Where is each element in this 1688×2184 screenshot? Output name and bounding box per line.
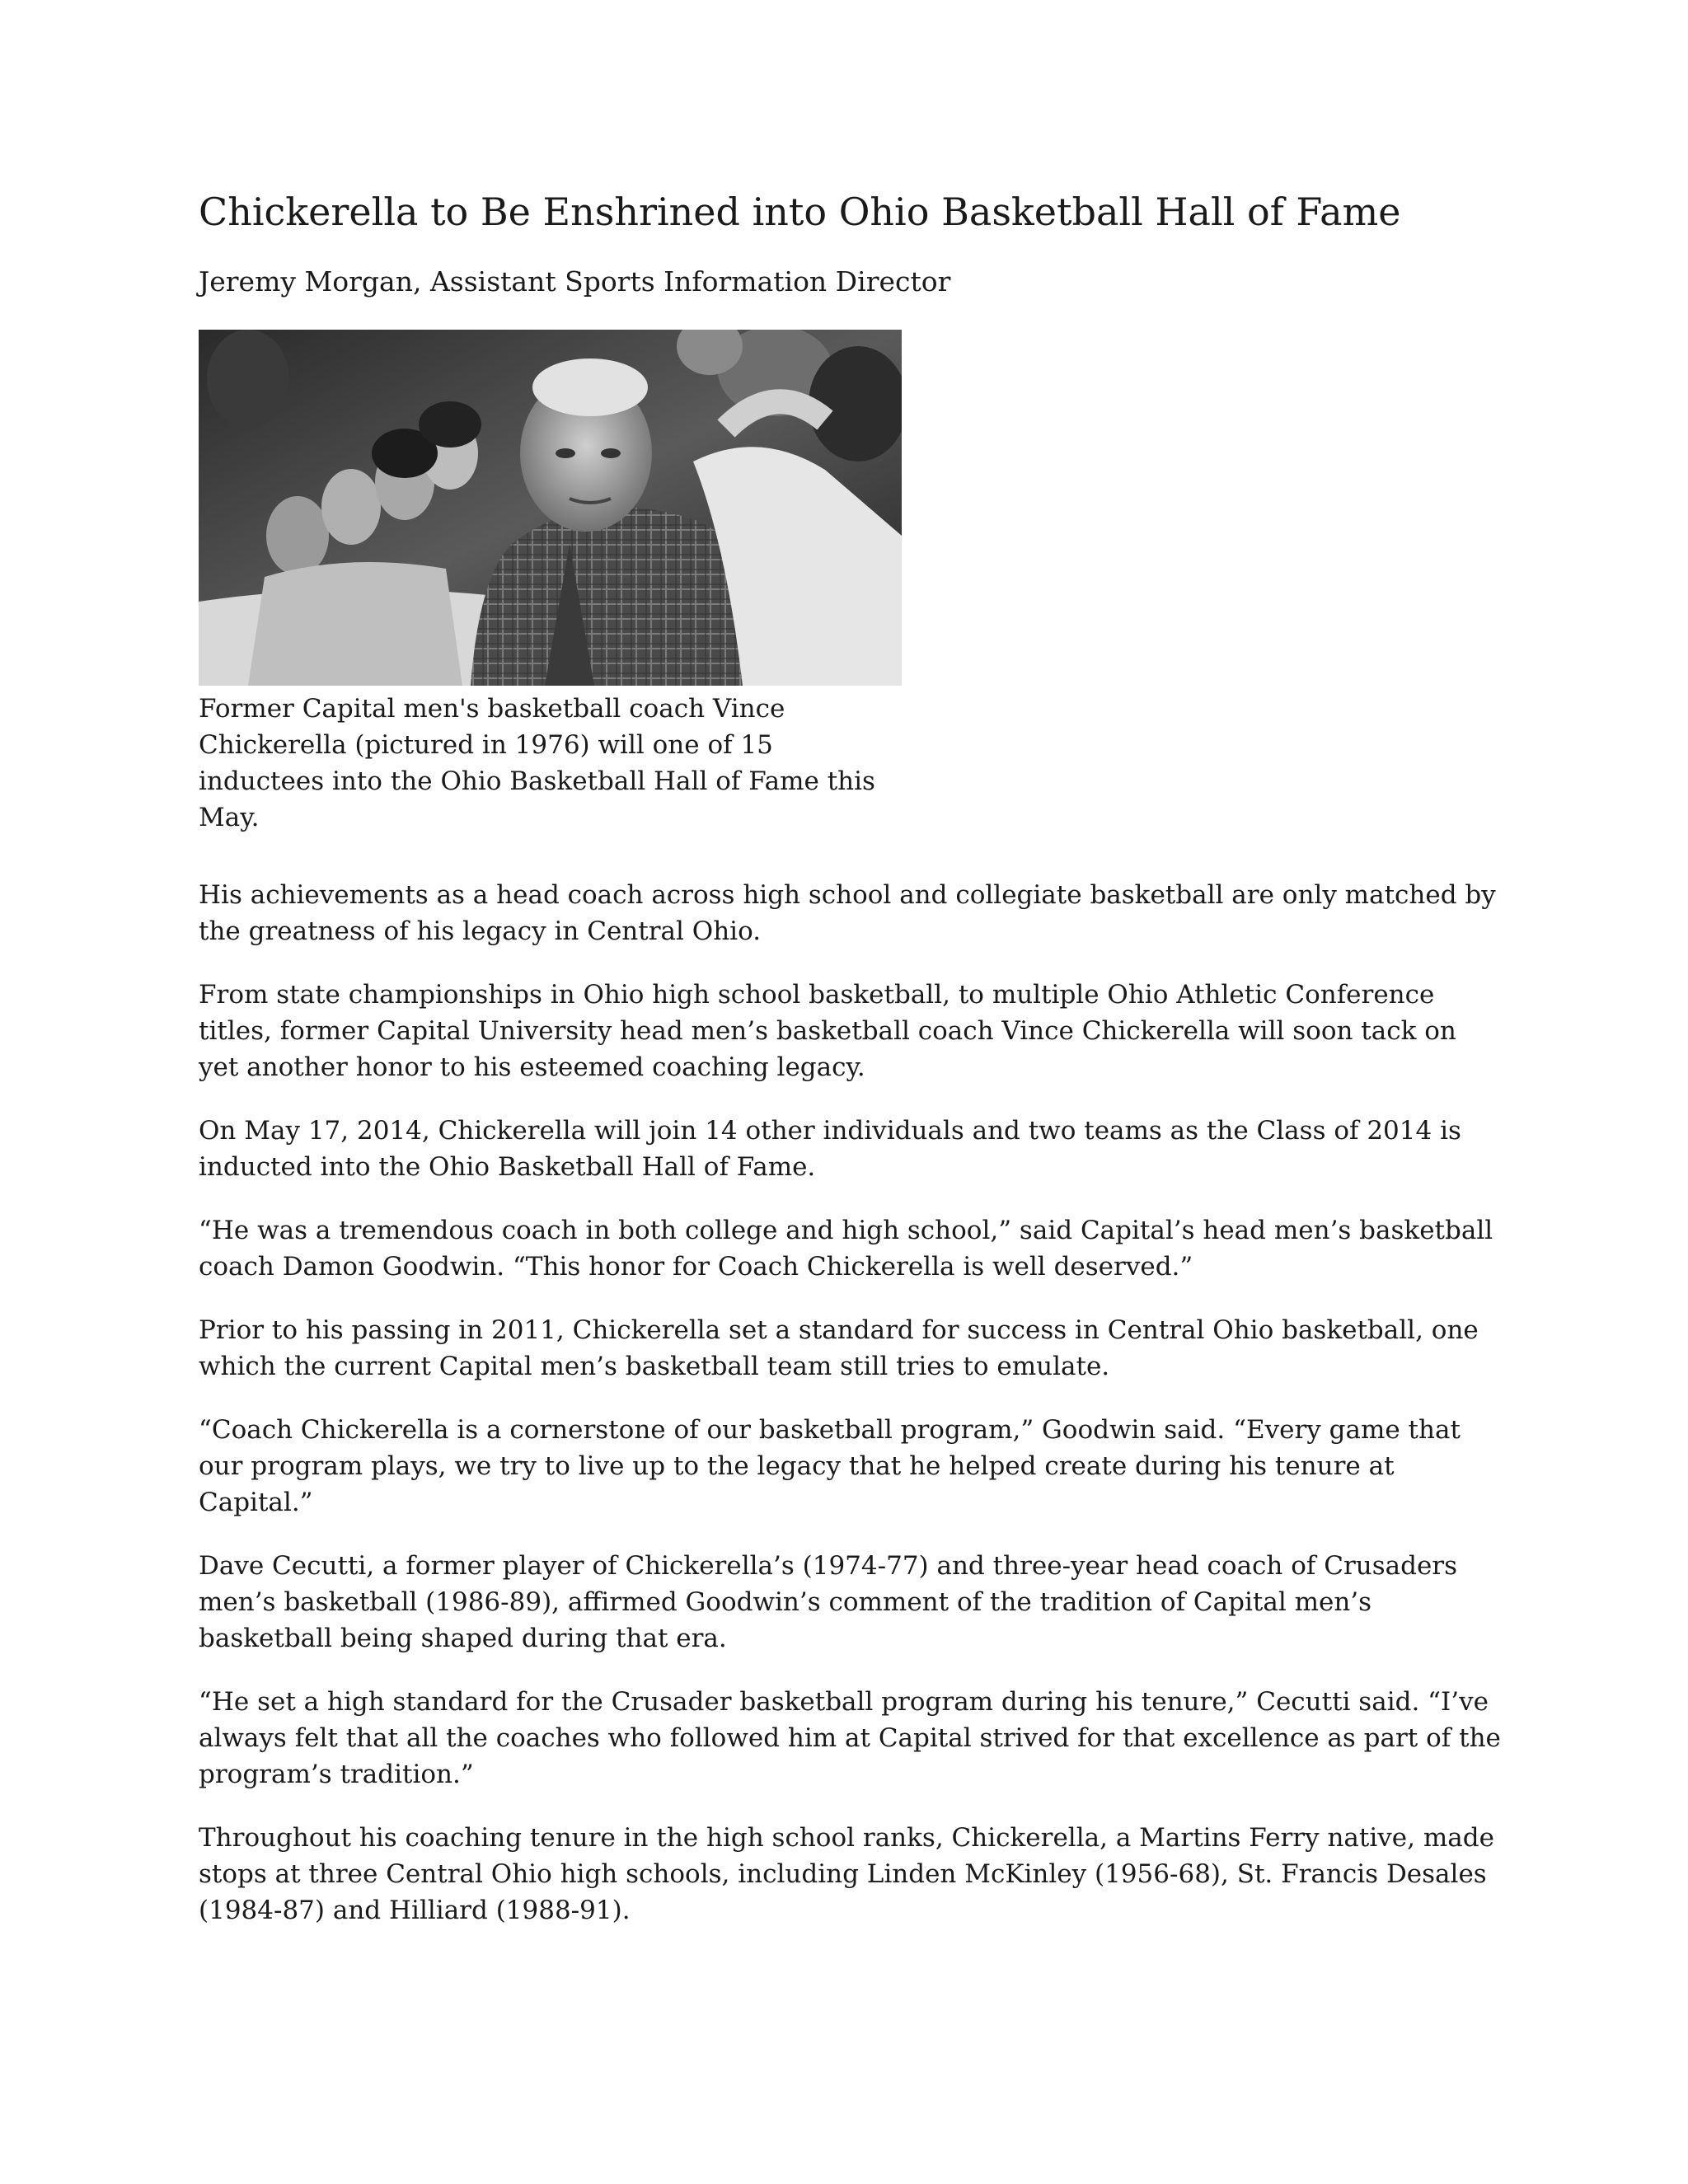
paragraph: “He set a high standard for the Crusader basketball program during his tenure,” Cecutti said. “I’ve always felt that all the coaches who followed him at Capital strived for that excellence as part of the program’s tradition.” [199, 1687, 1501, 1790]
paragraph: “Coach Chickerella is a cornerstone of our basketball program,” Goodwin said. “Every game that our program plays, we try to live up to the legacy that he helped create during his tenure at Capital.” [199, 1415, 1461, 1518]
paragraph: On May 17, 2014, Chickerella will join 14 other individuals and two teams as the Class of 2014 is inducted into the Ohio Basketball Hall of Fame. [199, 1116, 1461, 1183]
article-body [199, 877, 1501, 1929]
paragraph: From state championships in Ohio high school basketball, to multiple Ohio Athletic Conference titles, former Capital University head men’s basketball coach Vince Chickerella will soon tack on yet another honor to his esteemed coaching legacy. [199, 980, 1456, 1083]
paragraph: Dave Cecutti, a former player of Chickerella’s (1974-77) and three-year head coach of Crusaders men’s basketball (1986-89), affirmed Goodwin’s comment of the tradition of Capital men’s basketball being shaped during that era. [199, 1551, 1458, 1654]
photo-icon [199, 330, 902, 686]
byline: Jeremy Morgan, Assistant Sports Information Director [199, 265, 951, 298]
article-figure [199, 330, 902, 836]
paragraph: Prior to his passing in 2011, Chickerella set a standard for success in Central Ohio basketball, one which the current Capital men’s basketball team still tries to emulate. [199, 1315, 1479, 1382]
photo-caption: Former Capital men's basketball coach Vince Chickerella (pictured in 1976) will one of 15 inductees into the Ohio Basketball Hall of Fame this May. [199, 694, 875, 833]
article-title: Chickerella to Be Enshrined into Ohio Basketball Hall of Fame [199, 190, 1401, 234]
paragraph: “He was a tremendous coach in both college and high school,” said Capital’s head men’s basketball coach Damon Goodwin. “This honor for Coach Chickerella is well deserved.” [199, 1216, 1493, 1282]
paragraph: His achievements as a head coach across high school and collegiate basketball are only matched by the greatness of his legacy in Central Ohio. [199, 880, 1496, 947]
paragraph: Throughout his coaching tenure in the high school ranks, Chickerella, a Martins Ferry native, made stops at three Central Ohio high schools, including Linden McKinley (1956-68), St. Francis Desales (1984-87) and Hilliard (1988-91). [199, 1823, 1494, 1926]
article [199, 190, 1501, 1956]
